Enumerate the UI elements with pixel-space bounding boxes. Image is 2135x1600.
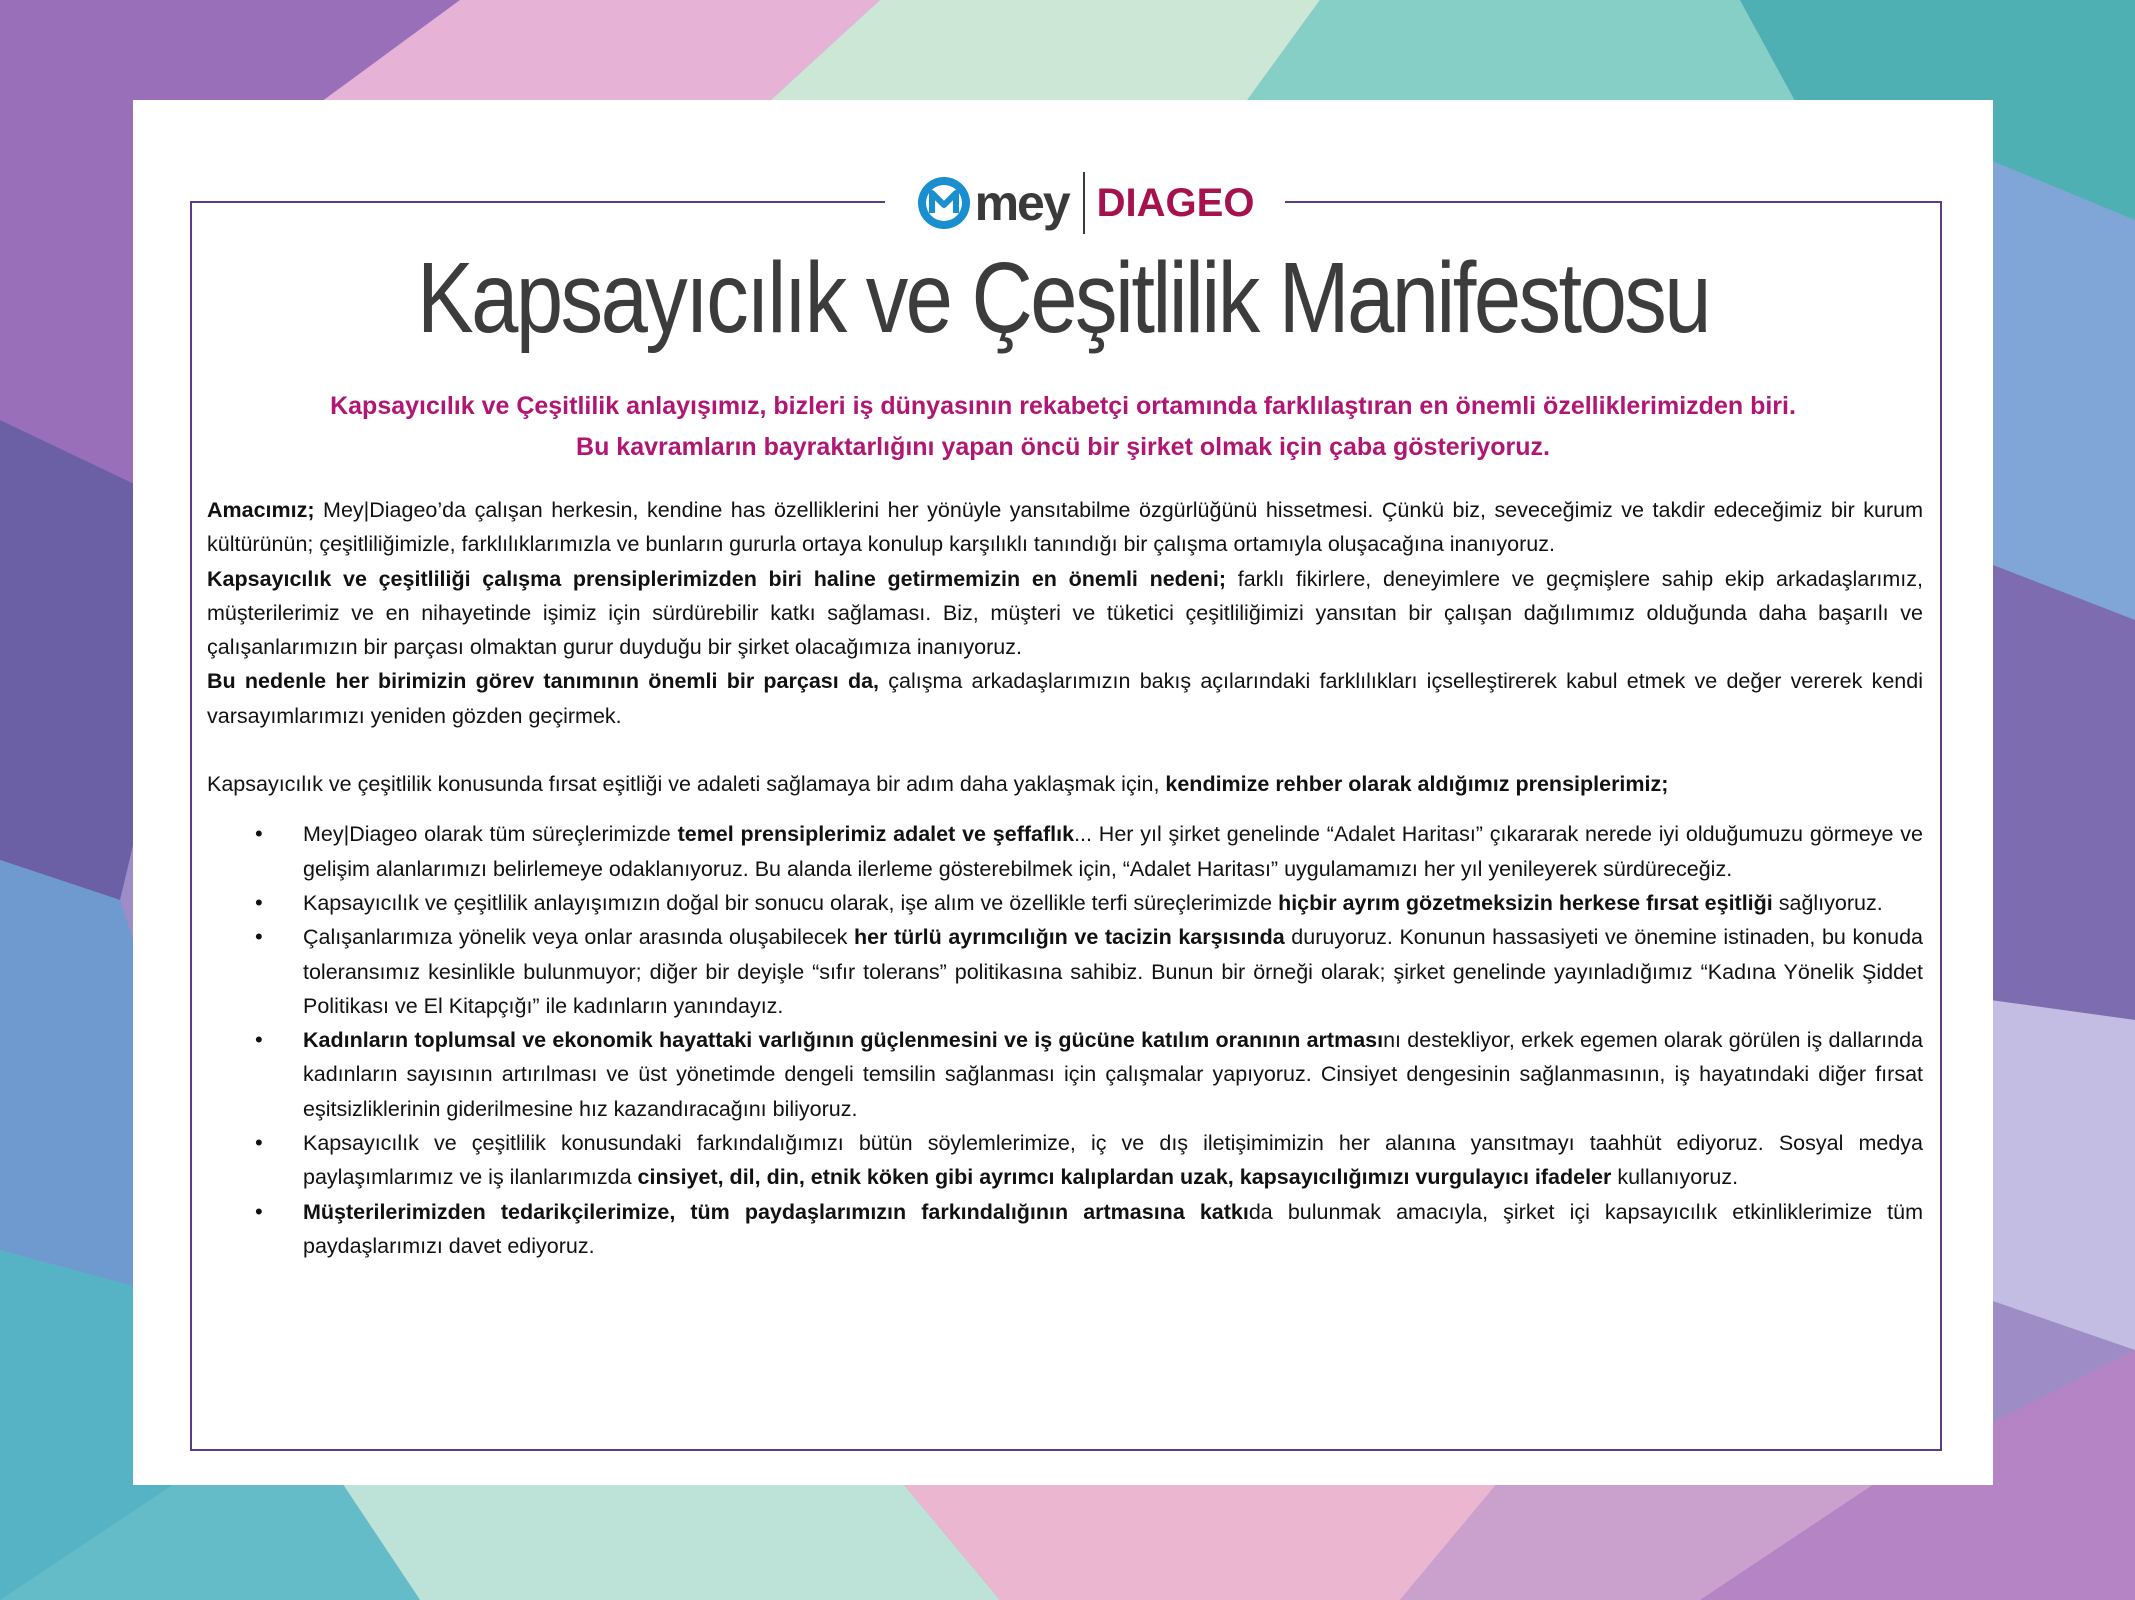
subtitle-line-2: Bu kavramların bayraktarlığını yapan öncü bir şirket olmak için çaba gösteriyoruz. xyxy=(576,433,1550,461)
list-item-text: nı destekliyor, erkek egemen olarak görülen iş dallarında kadınların sayısının artırılması ve üst yönetimde dengeli temsilin sağlanması için çalışmalar yapıyoruz. Cinsiyet dengesinin sağlanmasının, iş hayatındaki diğer fırsat eşitsizliklerinin giderilmesine hız kazandıracağını biliyoruz. xyxy=(303,1028,1923,1121)
paragraph-responsibility xyxy=(207,664,1923,733)
list-item xyxy=(207,920,1923,1023)
manifesto-body xyxy=(207,493,1923,1263)
list-item-emphasis: cinsiyet, dil, din, etnik köken gibi ayrımcı kalıplardan uzak, kapsayıcılığımızı vurgulayıcı ifadeler xyxy=(637,1165,1612,1190)
mey-logo-icon xyxy=(916,175,972,231)
list-item-text: Kapsayıcılık ve çeşitlilik anlayışımızın doğal bir sonucu olarak, işe alım ve özellikle terfi süreçlerimizde xyxy=(303,890,1279,915)
page-title: Kapsayıcılık ve Çeşitlilik Manifestosu xyxy=(417,242,1709,354)
paragraph-principles-intro xyxy=(207,767,1923,801)
subtitle xyxy=(193,386,1933,468)
principles-intro-text: Kapsayıcılık ve çeşitlilik konusunda fırsat eşitliği ve adaleti sağlamaya bir adım daha yaklaşmak için, xyxy=(207,772,1166,797)
paragraph-purpose-lead: Amacımız; xyxy=(207,498,315,522)
logo-diageo-text: DIAGEO xyxy=(1096,181,1255,225)
list-item-text: da bulunmak amacıyla, şirket içi kapsayıcılık etkinliklerimize tüm paydaşlarımızı davet ediyoruz. xyxy=(303,1199,1923,1258)
list-item xyxy=(207,817,1923,886)
list-item-text: kullanıyoruz. xyxy=(1611,1165,1739,1190)
paragraph-purpose-text: Mey|Diageo’da çalışan herkesin, kendine has özelliklerini her yönüyle yansıtabilme özgürlüğünü hissetmesi. Çünkü biz, seveceğimiz ve takdir edeceğimiz bir kurum kültürünün; çeşitliliğimizle, farklılıklarımızla ve bunların gururla ortaya konulup karşılıklı tanındığı bir çalışma ortamıyla oluşacağına inanıyoruz. xyxy=(207,498,1923,557)
manifesto-card xyxy=(133,100,1993,1485)
principles-list xyxy=(207,817,1923,1263)
paragraph-reason xyxy=(207,562,1923,665)
bullet-icon: • xyxy=(255,821,263,847)
list-item-text: sağlıyoruz. xyxy=(1772,890,1883,915)
paragraph-responsibility-text: çalışma arkadaşlarımızın bakış açılarındaki farklılıkları içselleştirerek kabul etmek ve değer vererek kendi varsayımlarımızı yeniden gözden geçirmek. xyxy=(207,669,1923,728)
list-item xyxy=(207,886,1923,920)
bullet-icon: • xyxy=(255,924,263,950)
company-logo xyxy=(885,170,1285,236)
list-item-text: duruyoruz. Konunun hassasiyeti ve önemine istinaden, bu konuda toleransımız kesinlikle bulunmuyor; diğer bir deyişle “sıfır tolerans” politikasına sahibiz. Bunun bir örneği olarak; şirket genelinde yayınladığımız “Kadına Yönelik Şiddet Politikası ve El Kitapçığı” ile kadınların yanındayız. xyxy=(303,925,1923,1018)
list-item-emphasis: temel prensiplerimiz adalet ve şeffaflık xyxy=(677,822,1075,847)
list-item-text: ... Her yıl şirket genelinde “Adalet Haritası” çıkararak nerede iyi olduğumuzu görmeye ve gelişim alanlarımızı belirlemeye odaklanıyoruz. Bu alanda ilerleme gösterebilmek için, “Adalet Haritası” uygulamamızı her yıl yenileyerek sürdüreceğiz. xyxy=(303,822,1923,881)
principles-intro-lead: kendimize rehber olarak aldığımız prensiplerimiz; xyxy=(1165,772,1669,797)
paragraph-purpose xyxy=(207,493,1923,562)
paragraph-reason-text: farklı fikirlere, deneyimlere ve geçmişlere sahip ekip arkadaşlarımız, müşterilerimiz ve en nihayetinde işimiz için sürdürebilir katkı sağlaması. Biz, müşteri ve tüketici çeşitliliğimizi yansıtan bir çalışan dağılımımız olduğunda daha başarılı ve çalışanlarımızın bir parçası olmaktan gurur duyduğu bir şirket olacağımıza inanıyoruz. xyxy=(207,566,1923,660)
list-item xyxy=(207,1195,1923,1264)
list-item xyxy=(207,1023,1923,1126)
list-item-emphasis: her türlü ayrımcılığın ve tacizin karşısında xyxy=(853,925,1285,950)
list-item-text: Mey|Diageo olarak tüm süreçlerimizde xyxy=(303,822,678,847)
list-item xyxy=(207,1126,1923,1195)
logo-divider xyxy=(1083,172,1085,234)
list-item-emphasis: Kadınların toplumsal ve ekonomik hayattaki varlığının güçlenmesini ve iş gücüne katılım oranının artması xyxy=(303,1028,1384,1053)
list-item-text: Çalışanlarımıza yönelik veya onlar arasında oluşabilecek xyxy=(303,925,854,950)
bullet-icon: • xyxy=(255,1027,263,1053)
logo-mey-text: mey xyxy=(974,175,1069,231)
subtitle-line-1: Kapsayıcılık ve Çeşitlilik anlayışımız, bizleri iş dünyasının rekabetçi ortamında farklılaştıran en önemli özelliklerimizden biri. xyxy=(330,392,1796,420)
bullet-icon: • xyxy=(255,1198,263,1224)
list-item-emphasis: Müşterilerimizden tedarikçilerimize, tüm paydaşlarımızın farkındalığının artmasına katkı xyxy=(303,1199,1249,1224)
list-item-emphasis: hiçbir ayrım gözetmeksizin herkese fırsat eşitliği xyxy=(1278,890,1773,915)
paragraph-reason-lead: Kapsayıcılık ve çeşitliliği çalışma prensiplerimizden biri haline getirmemizin en önemli nedeni; xyxy=(207,566,1227,591)
bullet-icon: • xyxy=(255,1130,263,1156)
list-item-text: Kapsayıcılık ve çeşitlilik konusundaki farkındalığımızı bütün söylemlerimize, iç ve dış iletişimimizin her alanına yansıtmayı taahhüt ediyoruz. Sosyal medya paylaşımlarımız ve iş ilanlarımızda xyxy=(303,1131,1923,1190)
bullet-icon: • xyxy=(255,889,263,915)
paragraph-responsibility-lead: Bu nedenle her birimizin görev tanımının önemli bir parçası da, xyxy=(207,669,880,694)
